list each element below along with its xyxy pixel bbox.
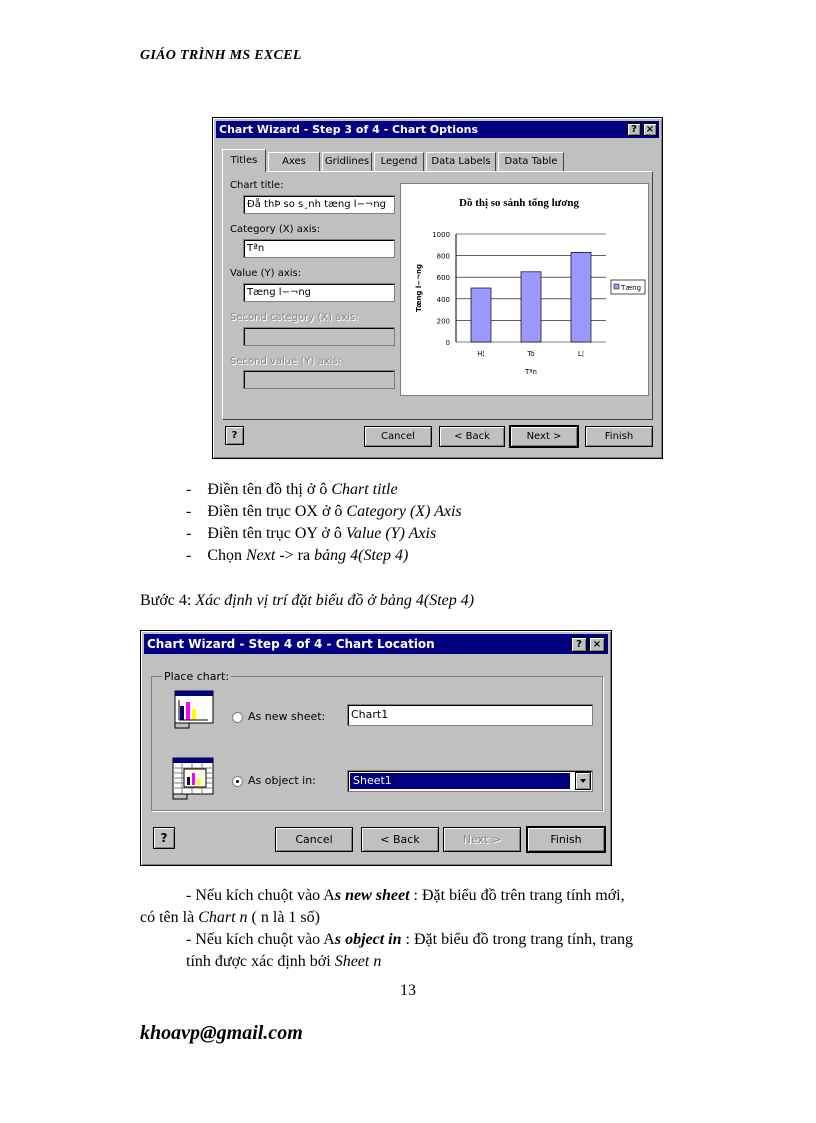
- bar: [471, 288, 491, 342]
- page-header: GIÁO TRÌNH MS EXCEL: [140, 48, 302, 63]
- finish-button[interactable]: Finish: [585, 426, 653, 447]
- step4-heading: Bước 4: Xác định vị trí đặt biểu đồ ở bảng 4(Step 4): [140, 592, 475, 609]
- second-category-axis-input: [243, 327, 395, 346]
- object-in-select[interactable]: [347, 770, 593, 792]
- tab-data-table[interactable]: Data Table: [498, 152, 564, 171]
- value-axis-input[interactable]: Tæng l−¬ng: [243, 283, 395, 302]
- second-value-axis-input: [243, 370, 395, 389]
- value-axis-label: Value (Y) axis:: [230, 268, 302, 279]
- second-category-axis-label: Second category (X) axis:: [230, 312, 359, 323]
- y-tick-label: 0: [445, 339, 450, 347]
- tab-data-labels[interactable]: Data Labels: [426, 152, 496, 171]
- x-tick-label: Tó: [527, 350, 535, 358]
- y-tick-label: 600: [436, 274, 450, 283]
- radio-selected-dot: [236, 780, 239, 783]
- back-button[interactable]: < Back: [439, 426, 505, 447]
- x-tick-label: L¦: [577, 350, 585, 358]
- y-tick-label: 400: [436, 295, 450, 304]
- chart-title-input[interactable]: Ðå thÞ so s¸nh tæng l−¬ng: [243, 195, 395, 214]
- help-button[interactable]: ?: [225, 426, 244, 445]
- category-axis-input[interactable]: Tªn: [243, 239, 395, 258]
- chart-preview-svg: [401, 184, 648, 395]
- note-object-in-line2: tính được xác định bởi Sheet n: [186, 953, 382, 970]
- back-button[interactable]: < Back: [361, 827, 439, 852]
- tab-gridlines[interactable]: Gridlines: [322, 152, 372, 171]
- cancel-button[interactable]: Cancel: [364, 426, 432, 447]
- new-sheet-chart-icon: [174, 690, 216, 730]
- dialog-title: Chart Wizard - Step 4 of 4 - Chart Location: [147, 637, 435, 651]
- close-icon[interactable]: ×: [643, 123, 657, 136]
- instruction-item: - Điền tên trục OY ở ô Value (Y) Axis: [186, 525, 437, 542]
- cancel-button[interactable]: Cancel: [275, 827, 353, 852]
- tab-titles[interactable]: Titles: [222, 149, 266, 172]
- legend-swatch: [614, 284, 619, 289]
- y-axis-label: Tæng l−¬ng: [415, 264, 423, 312]
- category-axis-label: Category (X) axis:: [230, 224, 321, 235]
- dialog-titlebar: [144, 634, 608, 654]
- page-number: 13: [400, 982, 416, 999]
- legend-entry: Tæng: [621, 284, 642, 292]
- as-new-sheet-radio[interactable]: [232, 712, 243, 723]
- instruction-item: - Điền tên đồ thị ở ô Chart title: [186, 481, 398, 498]
- y-tick-label: 800: [436, 252, 450, 261]
- y-tick-label: 200: [436, 317, 450, 326]
- tab-axes[interactable]: Axes: [268, 152, 320, 171]
- tab-legend[interactable]: Legend: [374, 152, 424, 171]
- place-chart-group: [151, 670, 603, 811]
- note-new-sheet-line1: - Nếu kích chuột vào As new sheet : Đặt biểu đồ trên trang tính mới,: [186, 887, 625, 904]
- help-icon[interactable]: ?: [571, 637, 587, 652]
- bar: [521, 272, 541, 342]
- bar: [571, 252, 591, 342]
- instruction-item: - Chọn Next -> ra bảng 4(Step 4): [186, 547, 409, 564]
- finish-button[interactable]: Finish: [526, 826, 606, 853]
- chart-title: Dồ thị so sánh tổng lương: [459, 197, 579, 209]
- object-in-selected-value: Sheet1: [350, 773, 570, 789]
- chart-title-label: Chart title:: [230, 180, 284, 191]
- place-chart-label: Place chart:: [164, 670, 230, 683]
- x-tick-label: H¦: [477, 350, 485, 358]
- second-value-axis-label: Second value (Y) axis:: [230, 356, 341, 367]
- help-button[interactable]: ?: [153, 827, 175, 849]
- as-object-in-label[interactable]: As object in:: [248, 774, 316, 787]
- chart-wizard-step3-dialog: [212, 117, 663, 459]
- as-new-sheet-label[interactable]: As new sheet:: [248, 710, 326, 723]
- x-axis-label: Tªn: [524, 368, 538, 376]
- chart-wizard-step4-dialog: [140, 630, 612, 866]
- as-object-in-radio[interactable]: [232, 776, 243, 787]
- note-new-sheet-line2: có tên là Chart n ( n là 1 số): [140, 909, 320, 926]
- close-icon[interactable]: ×: [589, 637, 605, 652]
- chart-preview: [400, 183, 649, 396]
- footer-email: khoavp@gmail.com: [140, 1022, 303, 1044]
- next-button: Next >: [443, 827, 521, 852]
- dialog-title: Chart Wizard - Step 3 of 4 - Chart Options: [219, 123, 478, 136]
- next-button[interactable]: Next >: [509, 425, 579, 448]
- embedded-chart-icon: [172, 757, 216, 801]
- dropdown-arrow-icon[interactable]: [575, 772, 591, 790]
- y-tick-label: 1000: [432, 231, 450, 239]
- dialog-titlebar: [216, 121, 659, 138]
- note-object-in-line1: - Nếu kích chuột vào As object in : Đặt biểu đồ trong trang tính, trang: [186, 931, 634, 948]
- new-sheet-name-input[interactable]: Chart1: [347, 704, 593, 726]
- help-icon[interactable]: ?: [627, 123, 641, 136]
- instruction-item: - Điền tên trục OX ở ô Category (X) Axis: [186, 503, 462, 520]
- titles-panel: [222, 171, 653, 420]
